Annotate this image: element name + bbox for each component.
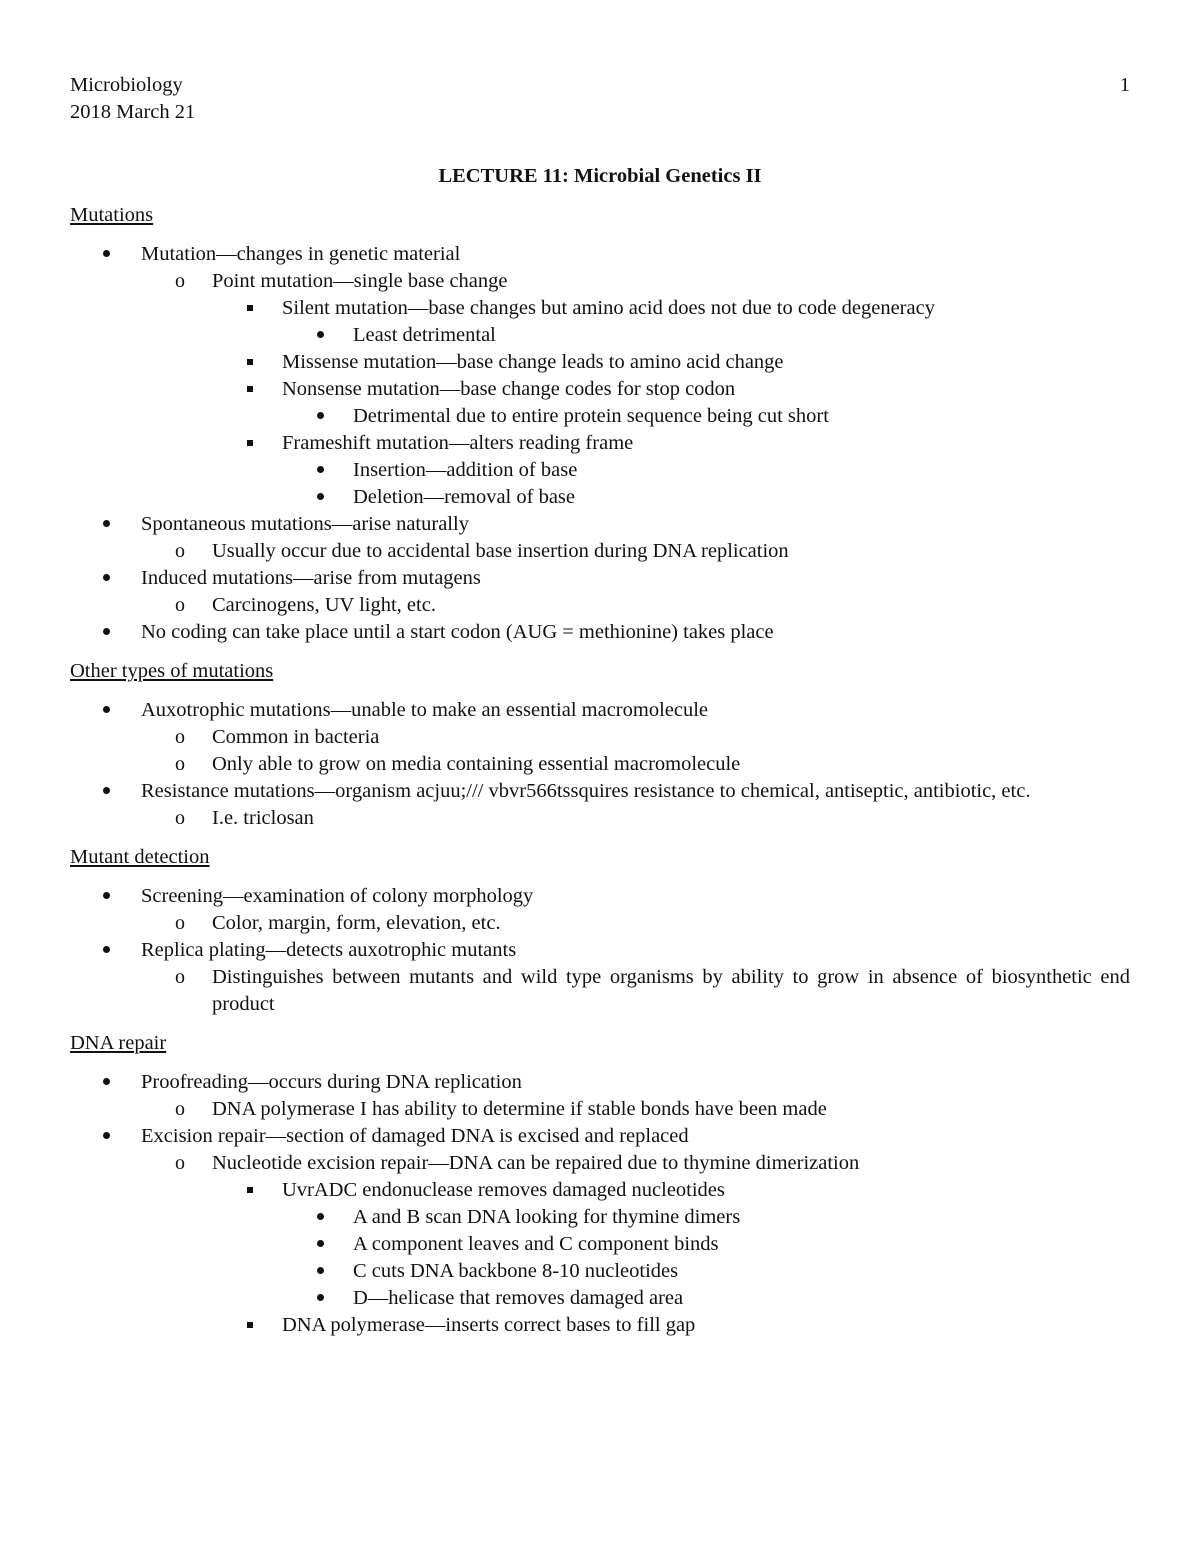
dot-bullet-icon — [103, 1123, 110, 1150]
item-text: Auxotrophic mutations—unable to make an essential macromolecule — [141, 699, 709, 721]
item-text: Excision repair—section of damaged DNA is excised and replaced — [141, 1125, 689, 1147]
item-text: Color, margin, form, elevation, etc. — [212, 912, 501, 934]
dot-bullet-icon — [317, 322, 324, 349]
list-item — [70, 457, 1130, 484]
list-item — [70, 1285, 1130, 1312]
circle-bullet-icon: o — [175, 807, 185, 829]
square-bullet-icon — [247, 376, 253, 403]
page-header — [70, 72, 195, 126]
item-text: Only able to grow on media containing essential macromolecule — [212, 753, 741, 775]
circle-bullet-icon: o — [175, 966, 185, 988]
item-text: Mutation—changes in genetic material — [141, 243, 461, 265]
list-item — [70, 805, 1130, 832]
bullet-list — [70, 697, 1130, 832]
item-text: Usually occur due to accidental base insertion during DNA replication — [212, 540, 789, 562]
course-name: Microbiology — [70, 74, 183, 96]
square-bullet-icon — [247, 1177, 253, 1204]
square-bullet-icon — [247, 430, 253, 457]
dot-bullet-icon — [103, 619, 110, 646]
dot-bullet-icon — [317, 484, 324, 511]
dot-bullet-icon — [103, 241, 110, 268]
list-item — [70, 1177, 1130, 1204]
dot-bullet-icon — [103, 883, 110, 910]
circle-bullet-icon: o — [175, 540, 185, 562]
dot-bullet-icon — [317, 457, 324, 484]
item-text: Proofreading—occurs during DNA replication — [141, 1071, 522, 1093]
list-item — [70, 883, 1130, 910]
circle-bullet-icon: o — [175, 270, 185, 292]
item-text: Nonsense mutation—base change codes for stop codon — [282, 378, 736, 400]
section — [70, 202, 1130, 646]
square-bullet-icon — [247, 295, 253, 322]
circle-bullet-icon: o — [175, 1152, 185, 1174]
list-item — [70, 1231, 1130, 1258]
circle-bullet-icon: o — [175, 753, 185, 775]
list-item — [70, 241, 1130, 268]
list-item — [70, 1150, 1130, 1177]
item-text: Detrimental due to entire protein sequence being cut short — [353, 405, 829, 427]
list-item — [70, 778, 1130, 805]
item-text: Replica plating—detects auxotrophic mutants — [141, 939, 517, 961]
square-bullet-icon — [247, 1312, 253, 1339]
lecture-date: 2018 March 21 — [70, 101, 196, 123]
list-item — [70, 268, 1130, 295]
item-text: I.e. triclosan — [212, 807, 314, 829]
list-item — [70, 295, 1130, 322]
dot-bullet-icon — [317, 1231, 324, 1258]
list-item — [70, 349, 1130, 376]
item-text: Screening—examination of colony morphology — [141, 885, 534, 907]
list-item — [70, 1312, 1130, 1339]
list-item — [70, 511, 1130, 538]
dot-bullet-icon — [317, 1204, 324, 1231]
list-item — [70, 592, 1130, 619]
item-text: Distinguishes between mutants and wild type organisms by ability to grow in absence of biosynthetic end product — [212, 966, 1130, 1015]
dot-bullet-icon — [103, 565, 110, 592]
item-text: Insertion—addition of base — [353, 459, 578, 481]
square-bullet-icon — [247, 349, 253, 376]
item-text: D—helicase that removes damaged area — [353, 1287, 684, 1309]
item-text: Induced mutations—arise from mutagens — [141, 567, 481, 589]
dot-bullet-icon — [103, 511, 110, 538]
circle-bullet-icon: o — [175, 594, 185, 616]
dot-bullet-icon — [317, 1258, 324, 1285]
list-item — [70, 937, 1130, 964]
section — [70, 844, 1130, 1018]
list-item — [70, 964, 1130, 1018]
item-text: Deletion—removal of base — [353, 486, 576, 508]
section — [70, 1030, 1130, 1339]
list-item — [70, 1123, 1130, 1150]
dot-bullet-icon — [317, 1285, 324, 1312]
item-text: Nucleotide excision repair—DNA can be repaired due to thymine dimerization — [212, 1152, 860, 1174]
lecture-notes — [70, 202, 1130, 1351]
item-text: Frameshift mutation—alters reading frame — [282, 432, 634, 454]
list-item — [70, 1096, 1130, 1123]
item-text: Spontaneous mutations—arise naturally — [141, 513, 469, 535]
section-heading: Other types of mutations — [70, 660, 274, 682]
circle-bullet-icon: o — [175, 726, 185, 748]
item-text: Common in bacteria — [212, 726, 380, 748]
item-text: No coding can take place until a start codon (AUG = methionine) takes place — [141, 621, 774, 643]
item-text: A component leaves and C component binds — [353, 1233, 719, 1255]
dot-bullet-icon — [103, 778, 110, 805]
dot-bullet-icon — [317, 403, 324, 430]
item-text: Carcinogens, UV light, etc. — [212, 594, 436, 616]
list-item — [70, 1069, 1130, 1096]
item-text: Missense mutation—base change leads to amino acid change — [282, 351, 784, 373]
item-text: Resistance mutations—organism acjuu;/// vbvr566tssquires resistance to chemical, antiseptic, antibiotic, etc. — [141, 780, 1031, 802]
section-heading: DNA repair — [70, 1032, 167, 1054]
bullet-list — [70, 883, 1130, 1018]
lecture-title: LECTURE 11: Microbial Genetics II — [438, 165, 762, 187]
list-item — [70, 430, 1130, 457]
item-text: C cuts DNA backbone 8-10 nucleotides — [353, 1260, 679, 1282]
list-item — [70, 376, 1130, 403]
dot-bullet-icon — [103, 1069, 110, 1096]
bullet-list — [70, 241, 1130, 646]
list-item — [70, 1204, 1130, 1231]
item-text: DNA polymerase I has ability to determine if stable bonds have been made — [212, 1098, 827, 1120]
page-number: 1 — [1119, 74, 1130, 96]
list-item — [70, 697, 1130, 724]
list-item — [70, 565, 1130, 592]
list-item — [70, 403, 1130, 430]
list-item — [70, 724, 1130, 751]
section-heading: Mutations — [70, 204, 154, 226]
list-item — [70, 322, 1130, 349]
dot-bullet-icon — [103, 937, 110, 964]
item-text: Silent mutation—base changes but amino acid does not due to code degeneracy — [282, 297, 935, 319]
dot-bullet-icon — [103, 697, 110, 724]
item-text: Point mutation—single base change — [212, 270, 508, 292]
list-item — [70, 619, 1130, 646]
section — [70, 658, 1130, 832]
list-item — [70, 538, 1130, 565]
list-item — [70, 910, 1130, 937]
list-item — [70, 1258, 1130, 1285]
section-heading: Mutant detection — [70, 846, 210, 868]
circle-bullet-icon: o — [175, 912, 185, 934]
list-item — [70, 484, 1130, 511]
circle-bullet-icon: o — [175, 1098, 185, 1120]
item-text: A and B scan DNA looking for thymine dimers — [353, 1206, 741, 1228]
item-text: Least detrimental — [353, 324, 496, 346]
list-item — [70, 751, 1130, 778]
item-text: UvrADC endonuclease removes damaged nucleotides — [282, 1179, 725, 1201]
bullet-list — [70, 1069, 1130, 1339]
item-text: DNA polymerase—inserts correct bases to fill gap — [282, 1314, 696, 1336]
